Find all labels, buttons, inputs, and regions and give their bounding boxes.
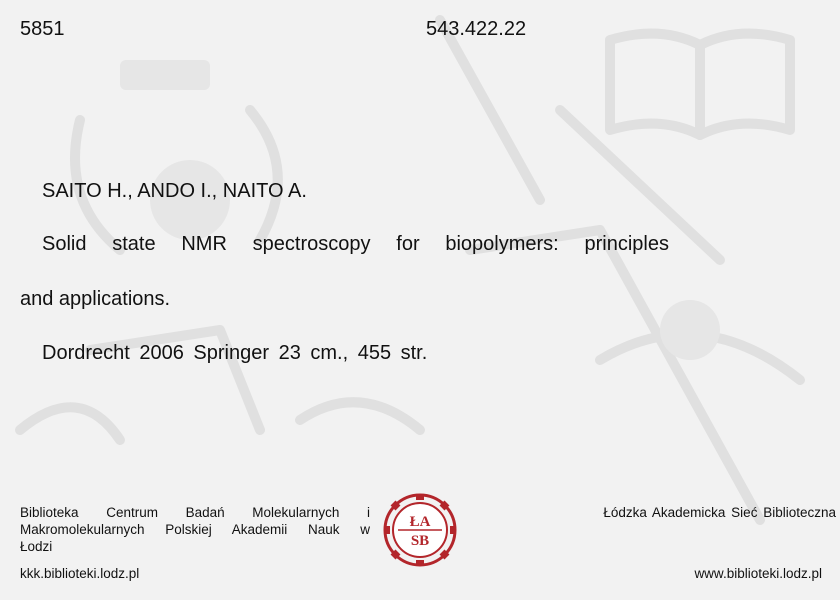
library-name-line-3: Łodzi <box>20 539 53 554</box>
call-number: 5851 <box>20 18 65 40</box>
imprint: Dordrecht 2006 Springer 23 cm., 455 str. <box>42 342 428 364</box>
network-name: Łódzka Akademicka Sieć Biblioteczna <box>603 505 836 520</box>
library-name-line-1: Biblioteka Centrum Badań Molekularnych i <box>20 505 370 520</box>
book-title-line-2: and applications. <box>20 288 171 310</box>
book-title-line-1: Solid state NMR spectroscopy for biopolymers: principles <box>42 233 669 255</box>
libraries-url-link[interactable]: www.biblioteki.lodz.pl <box>694 566 822 581</box>
lasb-logo <box>382 492 458 568</box>
shelf-mark: 543.422.22 <box>426 18 527 40</box>
catalog-url-link[interactable]: kkk.biblioteki.lodz.pl <box>20 566 140 581</box>
logo-bottom-text: SB <box>410 533 430 549</box>
logo-top-text: ŁA <box>409 514 431 530</box>
library-name <box>20 504 370 555</box>
library-name-line-2: Makromolekularnych Polskiej Akademii Nauk w <box>20 522 370 537</box>
authors: SAITO H., ANDO I., NAITO A. <box>42 180 307 202</box>
